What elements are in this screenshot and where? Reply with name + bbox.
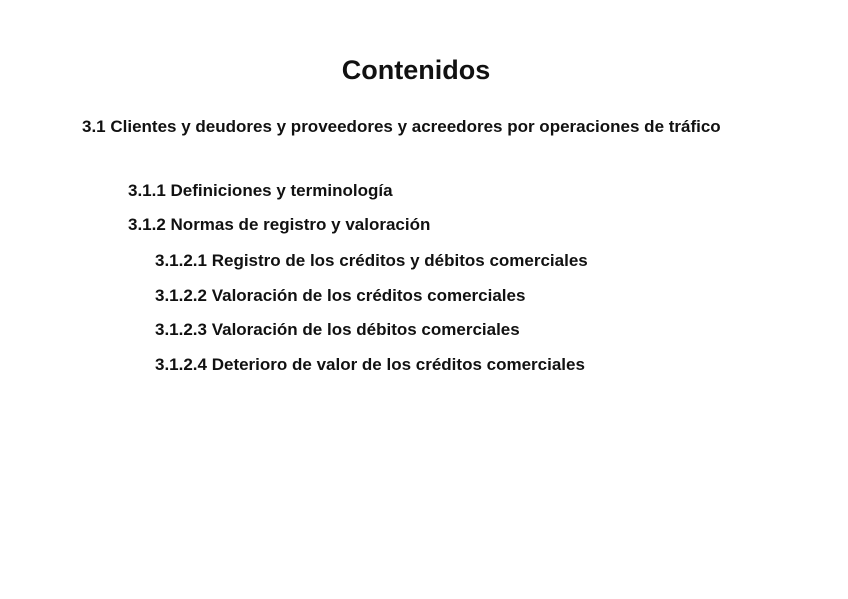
toc-entry-3-1: 3.1 Clientes y deudores y proveedores y acreedores por operaciones de tráfico <box>82 117 721 136</box>
toc-entry-3-1-1: 3.1.1 Definiciones y terminología <box>128 181 393 200</box>
toc-entry-3-1-2-1: 3.1.2.1 Registro de los créditos y débitos comerciales <box>155 251 588 270</box>
toc-entry-3-1-2-4: 3.1.2.4 Deterioro de valor de los créditos comerciales <box>155 355 585 374</box>
toc-entry-3-1-2: 3.1.2 Normas de registro y valoración <box>128 215 431 234</box>
slide-title: Contenidos <box>341 55 491 85</box>
toc-entry-3-1-2-3: 3.1.2.3 Valoración de los débitos comerciales <box>155 320 520 339</box>
toc-entry-3-1-2-2: 3.1.2.2 Valoración de los créditos comerciales <box>155 286 526 305</box>
